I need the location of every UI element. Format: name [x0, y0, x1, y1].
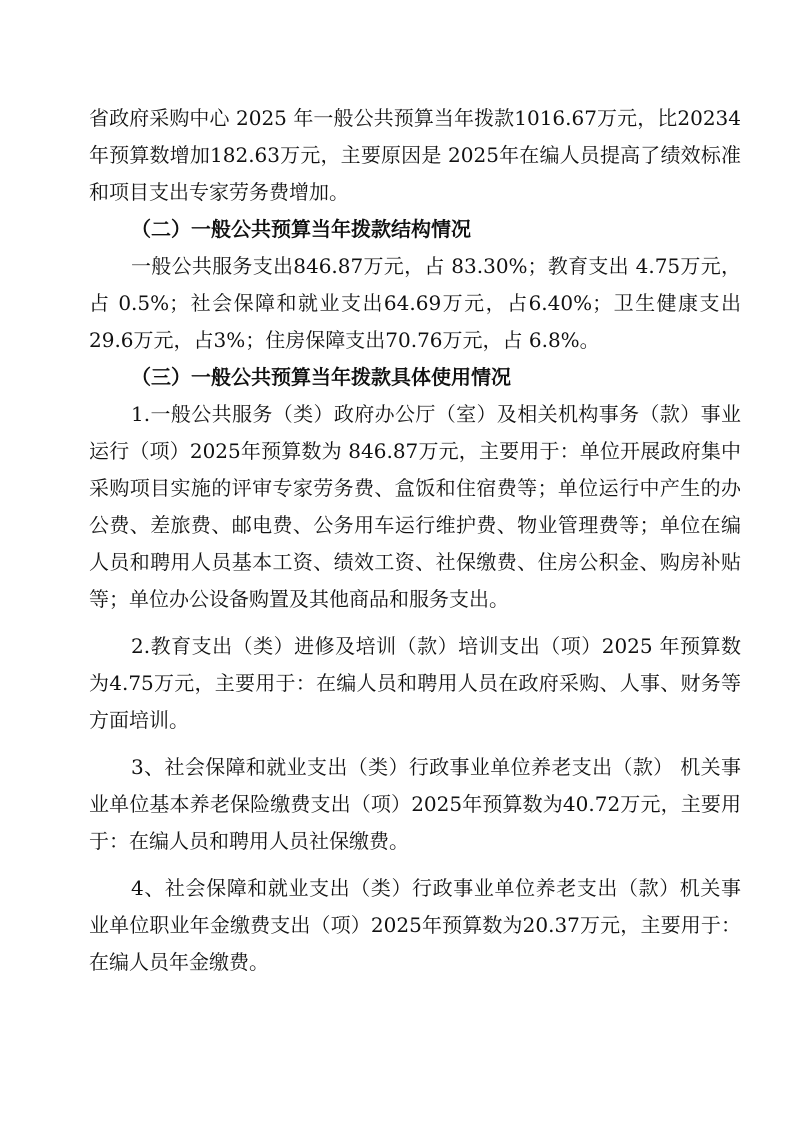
- heading-allocation-usage: （三）一般公共预算当年拨款具体使用情况: [131, 365, 511, 389]
- paragraph-gap: [89, 860, 741, 870]
- paragraph-gap: [89, 618, 741, 628]
- paragraph-gap: [89, 739, 741, 749]
- paragraph-allocation-structure: 一般公共服务支出846.87万元，占 83.30%；教育支出 4.75万元，占 0.5%；社会保障和就业支出64.69万元，占6.40%；卫生健康支出29.6万元，占3%；住房保障支出70.76万元，占 6.8%。: [89, 254, 741, 352]
- paragraph-usage-education: 2.教育支出（类）进修及培训（款）培训支出（项）2025 年预算数为4.75万元，主要用于：在编人员和聘用人员在政府采购、人事、财务等方面培训。: [89, 634, 741, 732]
- document-body: [89, 100, 741, 981]
- paragraph-budget-summary: 省政府采购中心 2025 年一般公共预算当年拨款1016.67万元，比20234年预算数增加182.63万元，主要原因是 2025年在编人员提高了绩效标准和项目支出专家劳务费增加。: [89, 106, 741, 204]
- paragraph-usage-general-services: 1.一般公共服务（类）政府办公厅（室）及相关机构事务（款）事业运行（项）2025年预算数为 846.87万元，主要用于：单位开展政府集中采购项目实施的评审专家劳务费、盒饭和住宿费等；单位运行中产生的办公费、差旅费、邮电费、公务用车运行维护费、物业管理费等；单位在编人员和聘用人员基本工资、绩效工资、社保缴费、住房公积金、购房补贴等；单位办公设备购置及其他商品和服务支出。: [89, 402, 741, 611]
- paragraph-usage-occupational-annuity: 4、社会保障和就业支出（类）行政事业单位养老支出（款）机关事业单位职业年金缴费支出（项）2025年预算数为20.37万元，主要用于：在编人员年金缴费。: [89, 876, 741, 974]
- paragraph-usage-pension-insurance: 3、社会保障和就业支出（类）行政事业单位养老支出（款） 机关事业单位基本养老保险缴费支出（项）2025年预算数为40.72万元，主要用于：在编人员和聘用人员社保缴费。: [89, 755, 741, 853]
- heading-allocation-structure: （二）一般公共预算当年拨款结构情况: [131, 217, 471, 241]
